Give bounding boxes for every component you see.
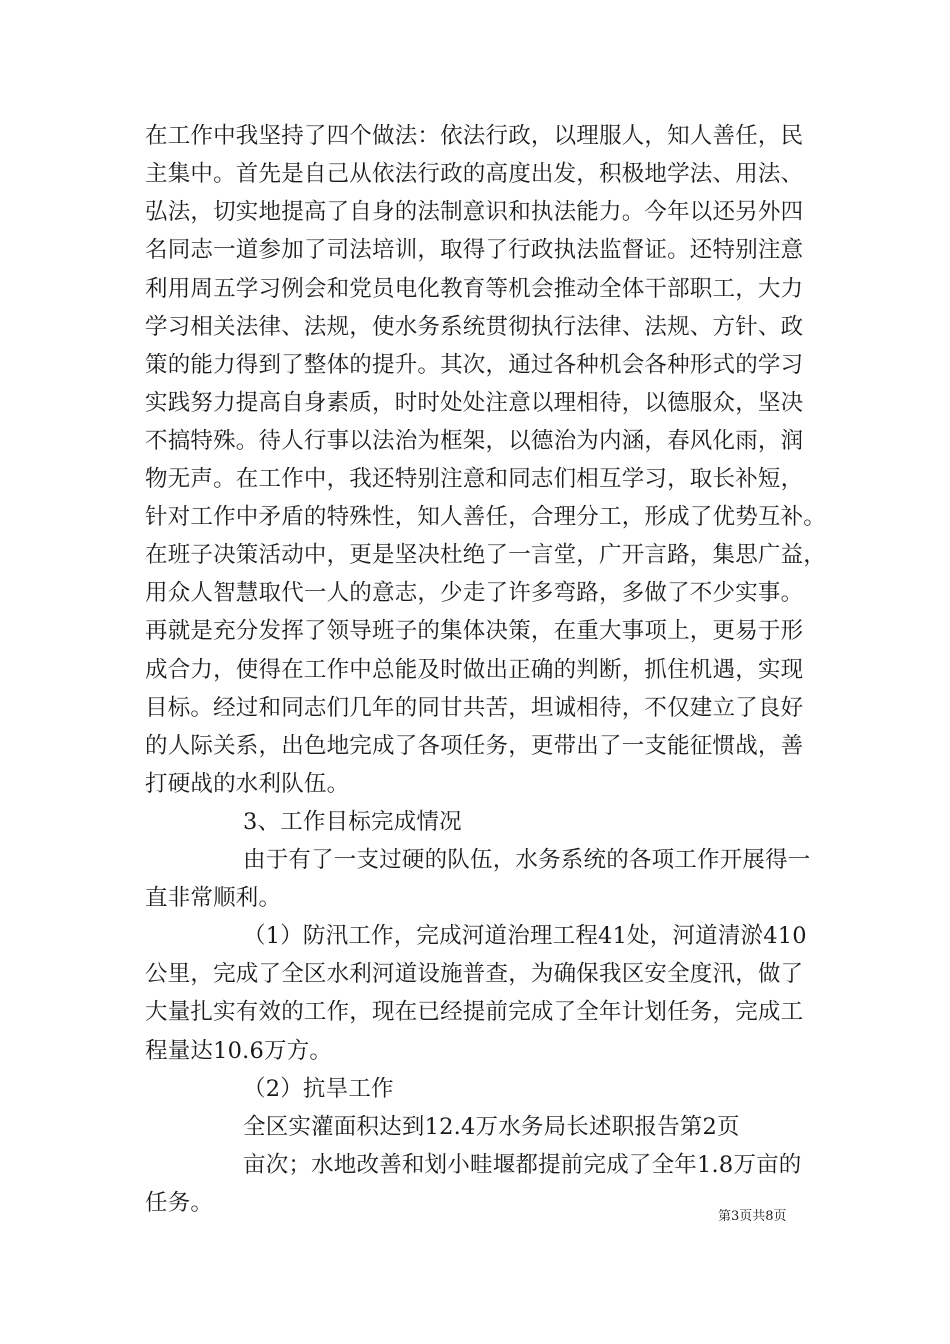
text-line: 在班子决策活动中，更是坚决杜绝了一言堂，广开言路，集思广益， (145, 542, 827, 568)
text-line: 打硬战的水利队伍。 (145, 771, 350, 797)
section-heading: 3、工作目标完成情况 (243, 809, 462, 835)
text-line: 实践努力提高自身素质，时时处处注意以理相待，以德服众，坚决 (145, 390, 804, 416)
text-line: 用众人智慧取代一人的意志，少走了许多弯路，多做了不少实事。 (145, 580, 804, 606)
text-line: （1）防汛工作，完成河道治理工程41处，河道清淤410 (243, 923, 807, 949)
text-line: 成合力，使得在工作中总能及时做出正确的判断，抓住机遇，实现 (145, 657, 804, 683)
text-line: 在工作中我坚持了四个做法：依法行政，以理服人，知人善任，民 (145, 123, 804, 149)
text-line: 任务。 (145, 1190, 214, 1216)
text-line: 名同志一道参加了司法培训，取得了行政执法监督证。还特别注意 (145, 237, 804, 263)
text-line: 大量扎实有效的工作，现在已经提前完成了全年计划任务，完成工 (145, 999, 804, 1025)
text-line: 再就是充分发挥了领导班子的集体决策，在重大事项上，更易于形 (145, 618, 804, 644)
text-line: 主集中。首先是自己从依法行政的高度出发，积极地学法、用法、 (145, 161, 804, 187)
text-line: 弘法，切实地提高了自身的法制意识和执法能力。今年以还另外四 (145, 199, 804, 225)
text-line: 全区实灌面积达到12.4万水务局长述职报告第2页 (243, 1114, 740, 1140)
page-number-footer: 第3页共8页 (718, 1209, 787, 1224)
subsection-heading: （2）抗旱工作 (243, 1076, 394, 1102)
text-line: 利用周五学习例会和党员电化教育等机会推动全体干部职工，大力 (145, 276, 804, 302)
text-line: 策的能力得到了整体的提升。其次，通过各种机会各种形式的学习 (145, 352, 804, 378)
text-line: 学习相关法律、法规，使水务系统贯彻执行法律、法规、方针、政 (145, 314, 804, 340)
text-line: 由于有了一支过硬的队伍，水务系统的各项工作开展得一 (243, 847, 811, 873)
text-line: 目标。经过和同志们几年的同甘共苦，坦诚相待，不仅建立了良好 (145, 695, 804, 721)
text-line: 亩次；水地改善和划小畦堰都提前完成了全年1.8万亩的 (243, 1152, 802, 1178)
text-line: 的人际关系，出色地完成了各项任务，更带出了一支能征惯战，善 (145, 733, 804, 759)
text-line: 不搞特殊。待人行事以法治为框架，以德治为内涵，春风化雨，润 (145, 428, 804, 454)
text-line: 程量达10.6万方。 (145, 1038, 333, 1064)
text-line: 针对工作中矛盾的特殊性，知人善任，合理分工，形成了优势互补。 (145, 504, 827, 530)
text-line: 物无声。在工作中，我还特别注意和同志们相互学习，取长补短， (145, 466, 804, 492)
text-line: 公里，完成了全区水利河道设施普查，为确保我区安全度汛，做了 (145, 961, 804, 987)
text-line: 直非常顺利。 (145, 885, 282, 911)
